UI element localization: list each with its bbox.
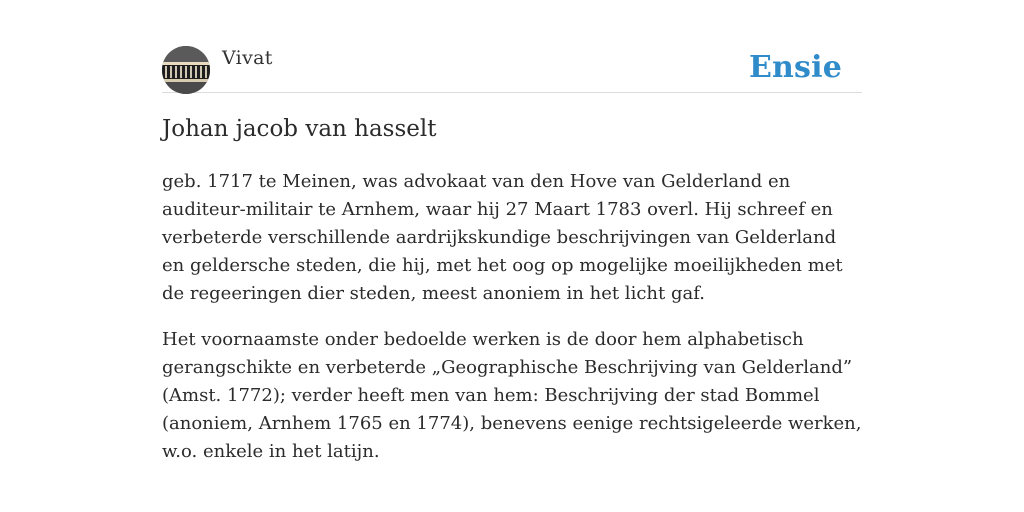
- brand-logo[interactable]: Ensie: [748, 50, 842, 85]
- bookshelf-avatar-graphic: [162, 46, 210, 94]
- author-name[interactable]: Vivat: [222, 47, 273, 69]
- article-paragraph: geb. 1717 te Meinen, was advokaat van den Hove van Gelderland en auditeur-militair te Arnhem, waar hij 27 Maart 1783 overl. Hij schreef en verbeterde verschillende aardrijkskundige beschrijvingen van Gelderland en geldersche steden, die hij, met het oog op mogelijke moeilijkheden met de regeeringen dier steden, meest anoniem in het licht gaf.: [162, 171, 843, 304]
- article-page: [162, 0, 862, 512]
- article-title: Johan jacob van hasselt: [162, 116, 437, 142]
- article-header: [162, 46, 862, 93]
- bookshelf-avatar-icon[interactable]: [162, 46, 210, 94]
- article-body: [162, 168, 862, 484]
- article-paragraph: Het voornaamste onder bedoelde werken is de door hem alphabetisch gerangschikte en verbeterde „Geographische Beschrijving van Gelderland” (Amst. 1772); verder heeft men van hem: Beschrijving der stad Bommel (anoniem, Arnhem 1765 en 1774), benevens eenige rechtsigeleerde werken, w.o. enkele in het latijn.: [162, 329, 862, 462]
